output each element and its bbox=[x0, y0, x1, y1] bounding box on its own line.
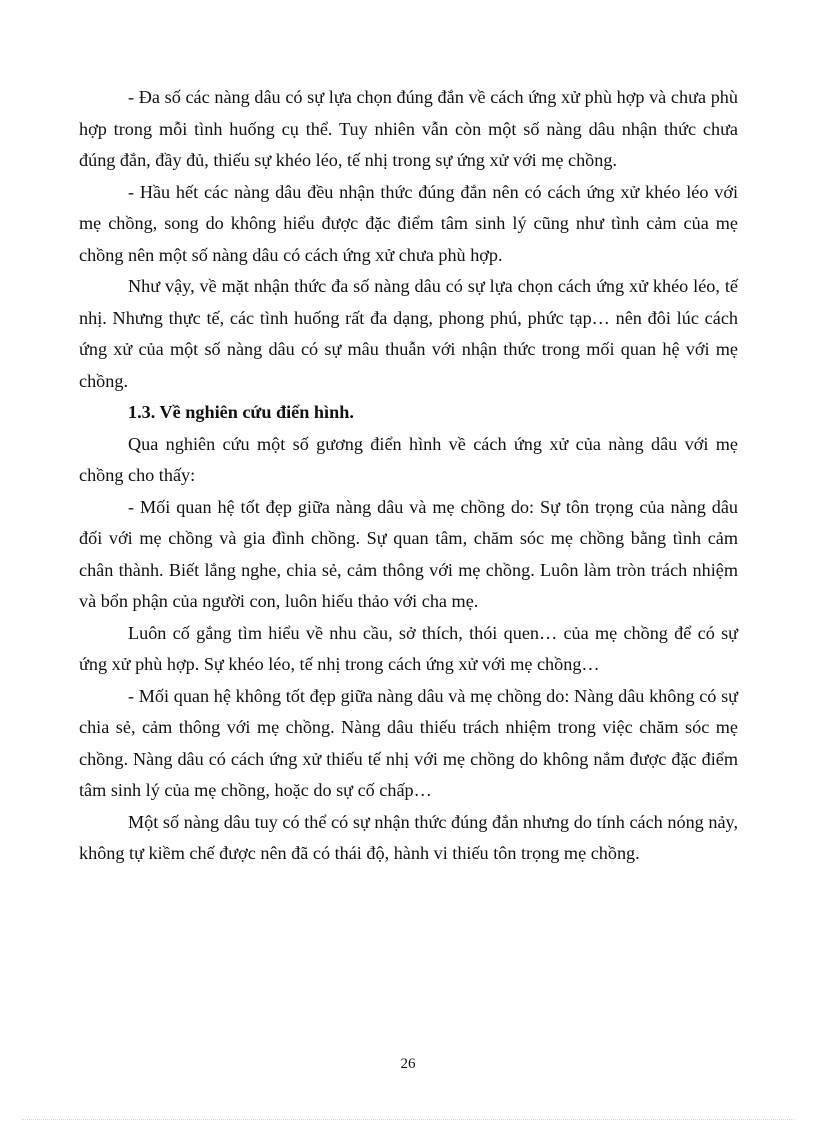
paragraph: - Đa số các nàng dâu có sự lựa chọn đúng đắn về cách ứng xử phù hợp và chưa phù hợp trong mỗi tình huống cụ thể. Tuy nhiên vẫn còn một số nàng dâu nhận thức chưa đúng đắn, đầy đủ, thiếu sự khéo léo, tế nhị trong sự ứng xử với mẹ chồng. bbox=[79, 87, 738, 170]
paragraph: - Mối quan hệ tốt đẹp giữa nàng dâu và mẹ chồng do: Sự tôn trọng của nàng dâu đối với mẹ chồng và gia đình chồng. Sự quan tâm, chăm sóc mẹ chồng bằng tình cảm chân thành. Biết lắng nghe, chia sẻ, cảm thông với mẹ chồng. Luôn làm tròn trách nhiệm và bổn phận của người con, luôn hiếu thảo với cha mẹ. bbox=[79, 496, 738, 611]
document-body bbox=[79, 82, 738, 870]
paragraph: Một số nàng dâu tuy có thể có sự nhận thức đúng đắn nhưng do tính cách nóng nảy, không tự kiềm chế được nên đã có thái độ, hành vi thiếu tôn trọng mẹ chồng. bbox=[79, 811, 738, 863]
paragraph: Qua nghiên cứu một số gương điển hình về cách ứng xử của nàng dâu với mẹ chồng cho thấy: bbox=[79, 433, 738, 485]
paragraph: Luôn cố gắng tìm hiểu về nhu cầu, sở thích, thói quen… của mẹ chồng để có sự ứng xử phù hợp. Sự khéo léo, tế nhị trong cách ứng xử với mẹ chồng… bbox=[79, 622, 738, 674]
paragraph: Như vậy, về mặt nhận thức đa số nàng dâu có sự lựa chọn cách ứng xử khéo léo, tế nhị. Nhưng thực tế, các tình huống rất đa dạng, phong phú, phức tạp… nên đôi lúc cách ứng xử của một số nàng dâu có sự mâu thuẫn với nhận thức trong mối quan hệ với mẹ chồng. bbox=[79, 276, 738, 391]
paragraph: - Hầu hết các nàng dâu đều nhận thức đúng đắn nên có cách ứng xử khéo léo với mẹ chồng, song do không hiểu được đặc điểm tâm sinh lý cũng như tình cảm của mẹ chồng nên một số nàng dâu có cách ứng xử chưa phù hợp. bbox=[79, 181, 738, 265]
page-bottom-rule bbox=[22, 1119, 794, 1120]
paragraph: - Mối quan hệ không tốt đẹp giữa nàng dâu và mẹ chồng do: Nàng dâu không có sự chia sẻ, cảm thông với mẹ chồng. Nàng dâu thiếu trách nhiệm trong việc chăm sóc mẹ chồng. Nàng dâu có cách ứng xử thiếu tế nhị với mẹ chồng do không nắm được đặc điểm tâm sinh lý của mẹ chồng, hoặc do sự cố chấp… bbox=[79, 685, 738, 800]
section-heading: 1.3. Về nghiên cứu điển hình. bbox=[128, 402, 354, 422]
page-number: 26 bbox=[400, 1056, 416, 1072]
